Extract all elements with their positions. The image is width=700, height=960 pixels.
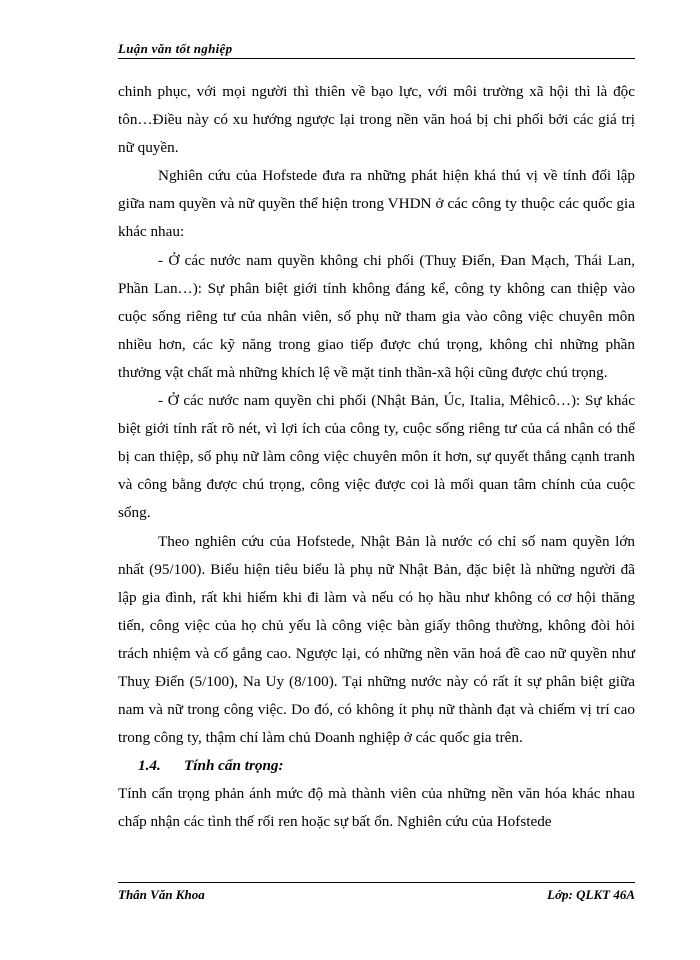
paragraph-5: Theo nghiên cứu của Hofstede, Nhật Bản là nước có chỉ số nam quyền lớn nhất (95/100). Biểu hiện tiêu biểu là phụ nữ Nhật Bản, đặc biệt là những người đã lập gia đình, rất khi hiếm khi đi làm và nếu có họ hầu như không có cơ hội thăng tiến, công việc của họ chủ yếu là công việc bàn giấy thông thường, không đòi hỏi trách nhiệm và cố gắng cao. Ngược lại, có những nền văn hoá đề cao nữ quyền như Thuỵ Điển (5/100), Na Uy (8/100). Tại những nước này có rất ít sự phân biệt giữa nam và nữ trong công việc. Do đó, có không ít phụ nữ thành đạt và chiếm vị trí cao trong công ty, thậm chí làm chủ Doanh nghiệp ở các quốc gia trên. <box>118 532 635 747</box>
paragraph-3: - Ở các nước nam quyền không chi phối (Thuỵ Điển, Đan Mạch, Thái Lan, Phần Lan…): Sự phân biệt giới tính không đáng kể, công ty không can thiệp vào cuộc sống riêng tư của nhân viên, số phụ nữ tham gia vào công việc chuyên môn nhiều hơn, các kỹ năng trong giao tiếp được chú trọng, không chỉ những phần thưởng vật chất mà những khích lệ về mặt tinh thần-xã hội cũng được chú trọng. <box>118 251 635 381</box>
section-number: 1.4. <box>138 757 161 775</box>
document-body <box>118 78 635 837</box>
paragraph-2: Nghiên cứu của Hofstede đưa ra những phát hiện khá thú vị về tính đối lập giữa nam quyền và nữ quyền thể hiện trong VHDN ở các công ty thuộc các quốc gia khác nhau: <box>118 167 635 241</box>
footer-author: Thân Văn Khoa <box>118 887 205 902</box>
paragraph-4: - Ở các nước nam quyền chi phối (Nhật Bản, Úc, Italia, Mêhicô…): Sự khác biệt giới tính rất rõ nét, vì lợi ích của công ty, cuộc sống riêng tư của cá nhân có thể bị can thiệp, số phụ nữ làm công việc chuyên môn ít hơn, sự quyết thắng cạnh tranh và công bằng được chú trọng, công việc được coi là mối quan tâm chính của cuộc sống. <box>118 392 635 522</box>
paragraph-1: chinh phục, với mọi người thì thiên về bạo lực, với môi trường xã hội thì là độc tôn…Điều này có xu hướng ngược lại trong nền văn hoá bị chi phối bởi các giá trị nữ quyền. <box>118 83 635 157</box>
footer-class: Lớp: QLKT 46A <box>547 887 635 902</box>
page-header <box>118 38 635 59</box>
page-footer <box>118 882 635 903</box>
section-title: Tính cẩn trọng: <box>184 757 284 775</box>
header-title: Luận văn tốt nghiệp <box>118 41 233 56</box>
section-heading <box>118 752 635 780</box>
section-paragraph: Tính cẩn trọng phản ánh mức độ mà thành viên của những nền văn hóa khác nhau chấp nhận các tình thế rối ren hoặc sự bất ổn. Nghiên cứu của Hofstede <box>118 785 635 831</box>
